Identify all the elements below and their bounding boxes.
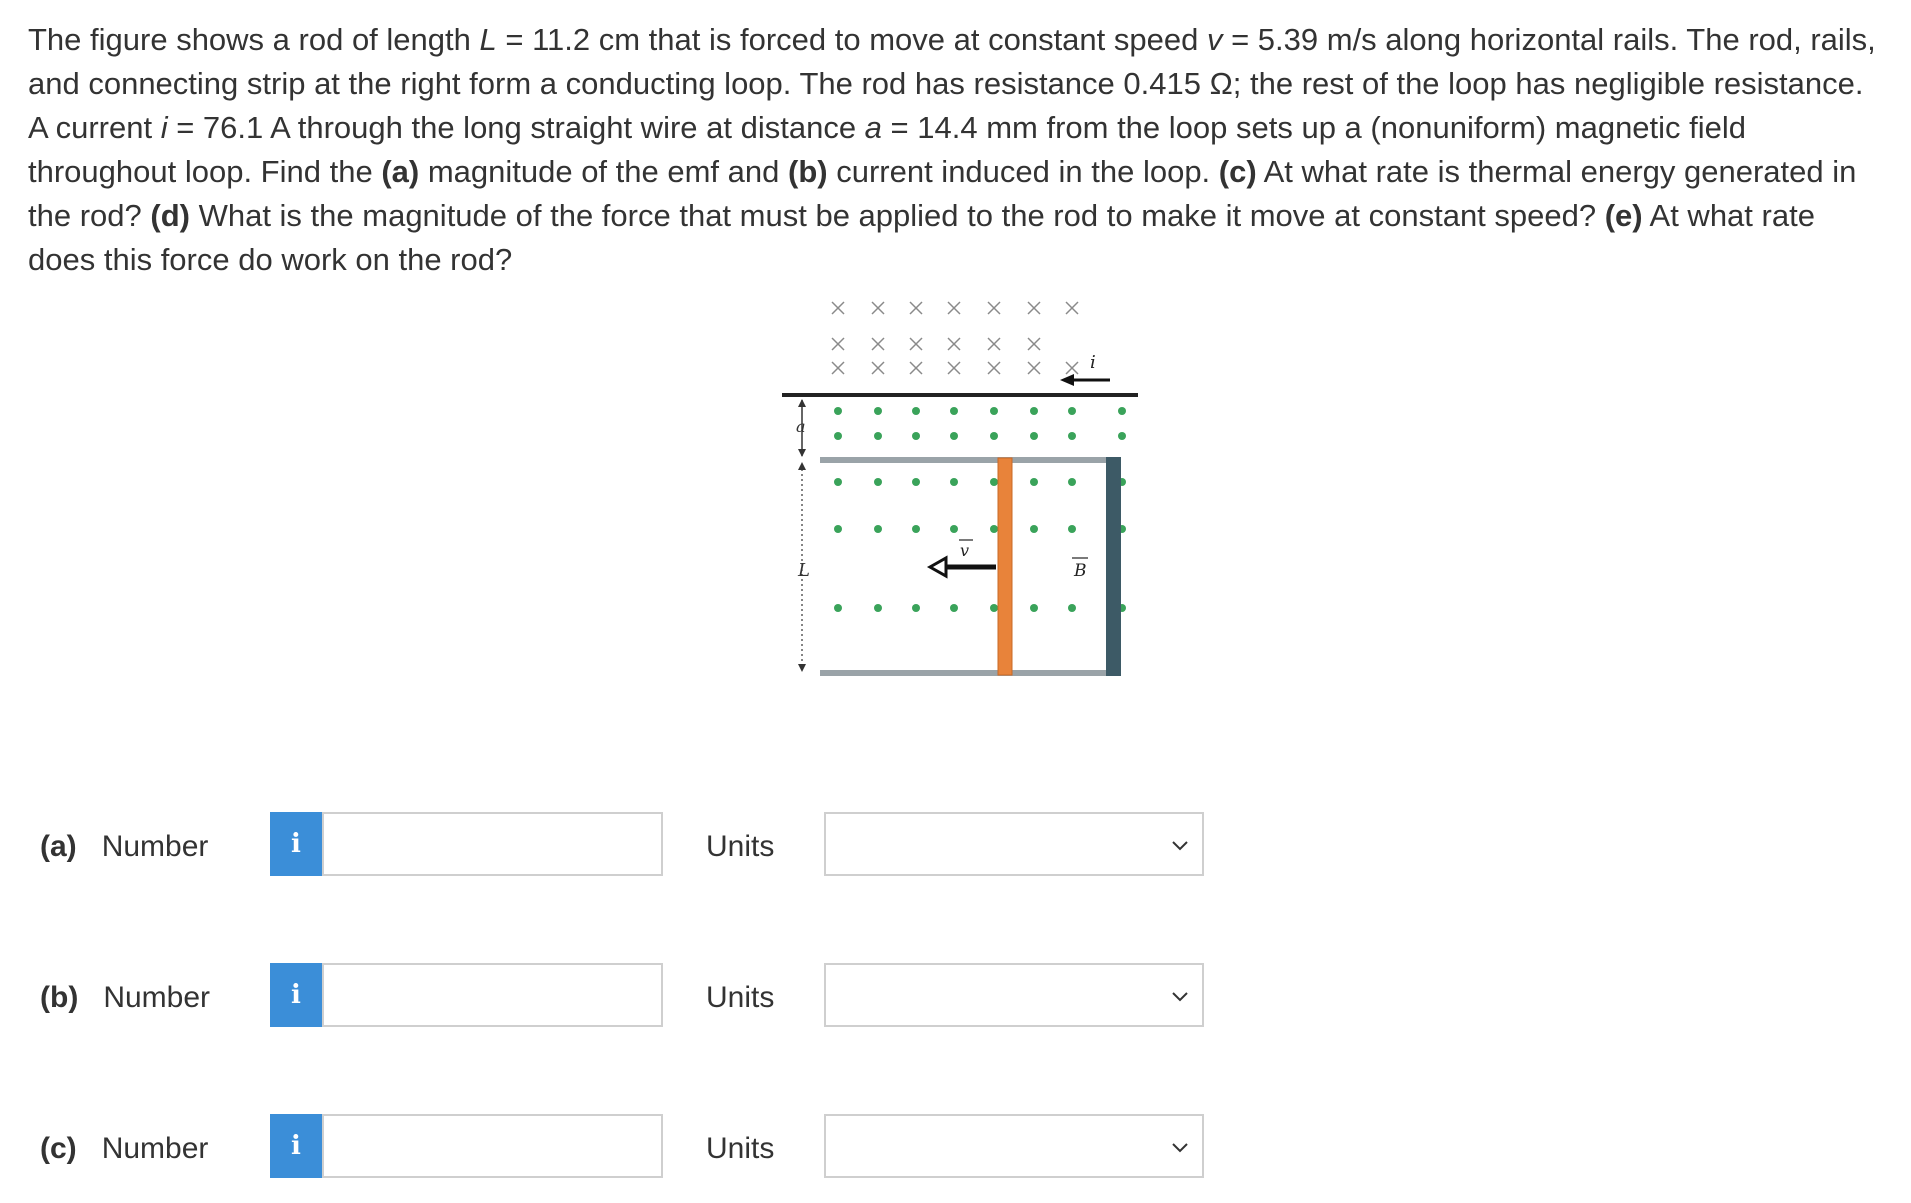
problem-text: At what rate does this force do work on the rod?	[28, 198, 1815, 277]
field-dot-mark	[912, 432, 920, 440]
field-cross-mark	[1066, 362, 1078, 374]
field-dot-mark	[1068, 407, 1076, 415]
field-dot-mark	[1068, 432, 1076, 440]
field-dot-mark	[874, 478, 882, 486]
field-dot-mark	[990, 604, 998, 612]
field-out-of-page-dots	[834, 407, 1126, 612]
info-button[interactable]	[270, 1114, 322, 1178]
field-cross-mark	[910, 302, 922, 314]
field-cross-mark	[832, 338, 844, 350]
rod-rails-figure	[770, 296, 1150, 686]
dimension-L-label: L	[798, 560, 810, 581]
problem-text: magnitude of the emf and	[419, 154, 788, 189]
symbol-v: v	[1206, 22, 1223, 57]
number-label: Number	[101, 830, 209, 863]
field-dot-mark	[1030, 478, 1038, 486]
field-dot-mark	[834, 525, 842, 533]
field-cross-mark	[948, 362, 960, 374]
answer-row-label	[40, 1132, 208, 1166]
part-label: (c)	[40, 1132, 77, 1165]
part-a-label: (a)	[381, 154, 420, 189]
field-dot-mark	[1118, 432, 1126, 440]
number-label: Number	[103, 981, 211, 1014]
dimension-a-label: a	[796, 417, 806, 436]
field-dot-mark	[834, 478, 842, 486]
info-button[interactable]	[270, 812, 322, 876]
field-dot-mark	[912, 478, 920, 486]
field-cross-mark	[948, 338, 960, 350]
velocity-label: v	[960, 541, 970, 560]
connecting-strip	[1106, 457, 1121, 676]
field-into-page-crosses	[832, 302, 1078, 374]
field-dot-mark	[1030, 432, 1038, 440]
field-dot-mark	[1068, 604, 1076, 612]
answer-row-1	[40, 812, 1200, 878]
part-d-label: (d)	[150, 198, 190, 233]
number-input[interactable]	[322, 1114, 663, 1178]
chevron-down-icon	[1166, 1134, 1194, 1162]
current-label: i	[1090, 352, 1096, 373]
chevron-down-icon	[1166, 832, 1194, 860]
part-label: (a)	[40, 830, 77, 863]
field-dot-mark	[950, 525, 958, 533]
number-input[interactable]	[322, 812, 663, 876]
field-dot-mark	[950, 478, 958, 486]
part-e-label: (e)	[1604, 198, 1643, 233]
field-cross-mark	[910, 362, 922, 374]
answer-row-label	[40, 830, 208, 864]
dimension-L-arrow-bottom	[798, 664, 806, 672]
info-icon: i	[291, 1131, 301, 1161]
field-dot-mark	[1030, 604, 1038, 612]
field-dot-mark	[1030, 525, 1038, 533]
field-cross-mark	[988, 338, 1000, 350]
field-dot-mark	[950, 604, 958, 612]
field-label: B	[1074, 561, 1087, 581]
dimension-a-arrow-top	[798, 399, 806, 407]
problem-text: The figure shows a rod of length	[28, 22, 480, 57]
field-cross-mark	[988, 302, 1000, 314]
info-icon: i	[291, 829, 301, 859]
field-dot-mark	[912, 604, 920, 612]
field-cross-mark	[832, 362, 844, 374]
bottom-rail	[820, 670, 1120, 676]
field-cross-mark	[1028, 302, 1040, 314]
problem-text: = 11.2 cm that is forced to move at constant speed	[496, 22, 1207, 57]
symbol-i: i	[160, 110, 168, 145]
chevron-down-icon	[1166, 983, 1194, 1011]
number-label: Number	[101, 1132, 209, 1165]
field-dot-mark	[1068, 525, 1076, 533]
units-dropdown[interactable]	[824, 963, 1204, 1027]
field-dot-mark	[912, 407, 920, 415]
top-rail	[820, 457, 1120, 463]
part-b-label: (b)	[788, 154, 828, 189]
field-dot-mark	[1030, 407, 1038, 415]
part-c-label: (c)	[1218, 154, 1257, 189]
problem-text: At what rate is thermal energy generated in the rod?	[28, 154, 1857, 233]
units-label: Units	[706, 981, 775, 1014]
info-button[interactable]	[270, 963, 322, 1027]
field-dot-mark	[874, 525, 882, 533]
part-label: (b)	[40, 981, 79, 1014]
dimension-a-arrow-bottom	[798, 449, 806, 457]
number-input[interactable]	[322, 963, 663, 1027]
answer-row-2	[40, 963, 1200, 1029]
problem-statement	[28, 18, 1888, 282]
field-dot-mark	[990, 407, 998, 415]
field-cross-mark	[872, 302, 884, 314]
symbol-L: L	[479, 22, 497, 57]
field-dot-mark	[950, 432, 958, 440]
symbol-a: a	[864, 110, 882, 145]
field-dot-mark	[990, 432, 998, 440]
field-dot-mark	[950, 407, 958, 415]
field-dot-mark	[912, 525, 920, 533]
info-icon: i	[291, 980, 301, 1010]
field-cross-mark	[1028, 362, 1040, 374]
field-dot-mark	[1118, 407, 1126, 415]
field-dot-mark	[1068, 478, 1076, 486]
units-label: Units	[706, 1132, 775, 1165]
field-dot-mark	[874, 432, 882, 440]
answer-row-label	[40, 981, 210, 1015]
field-dot-mark	[834, 432, 842, 440]
field-cross-mark	[872, 338, 884, 350]
field-cross-mark	[910, 338, 922, 350]
field-dot-mark	[834, 407, 842, 415]
velocity-arrowhead	[930, 558, 946, 576]
problem-text: = 14.4 mm from the loop sets up a (nonuniform) magnetic field throughout loop. Find the	[28, 110, 1747, 189]
units-label: Units	[706, 830, 775, 863]
field-cross-mark	[948, 302, 960, 314]
units-dropdown[interactable]	[824, 1114, 1204, 1178]
answer-row-3	[40, 1114, 1200, 1180]
dimension-L-arrow-top	[798, 462, 806, 470]
field-dot-mark	[834, 604, 842, 612]
moving-rod	[998, 458, 1012, 675]
field-dot-mark	[874, 604, 882, 612]
field-cross-mark	[1028, 338, 1040, 350]
units-dropdown[interactable]	[824, 812, 1204, 876]
field-cross-mark	[832, 302, 844, 314]
field-cross-mark	[988, 362, 1000, 374]
field-dot-mark	[990, 478, 998, 486]
problem-text: What is the magnitude of the force that must be applied to the rod to make it move at constant speed?	[189, 198, 1605, 233]
problem-text: current induced in the loop.	[827, 154, 1219, 189]
field-dot-mark	[990, 525, 998, 533]
field-cross-mark	[1066, 302, 1078, 314]
field-cross-mark	[872, 362, 884, 374]
current-arrowhead	[1060, 374, 1074, 386]
problem-text: = 5.39 m/s along horizontal rails. The rod, rails, and connecting strip at the right form a conducting loop. The rod has resistance 0.415 Ω; the rest of the loop has negligible resistance. A current	[28, 22, 1876, 145]
problem-text: = 76.1 A through the long straight wire at distance	[167, 110, 865, 145]
field-dot-mark	[874, 407, 882, 415]
